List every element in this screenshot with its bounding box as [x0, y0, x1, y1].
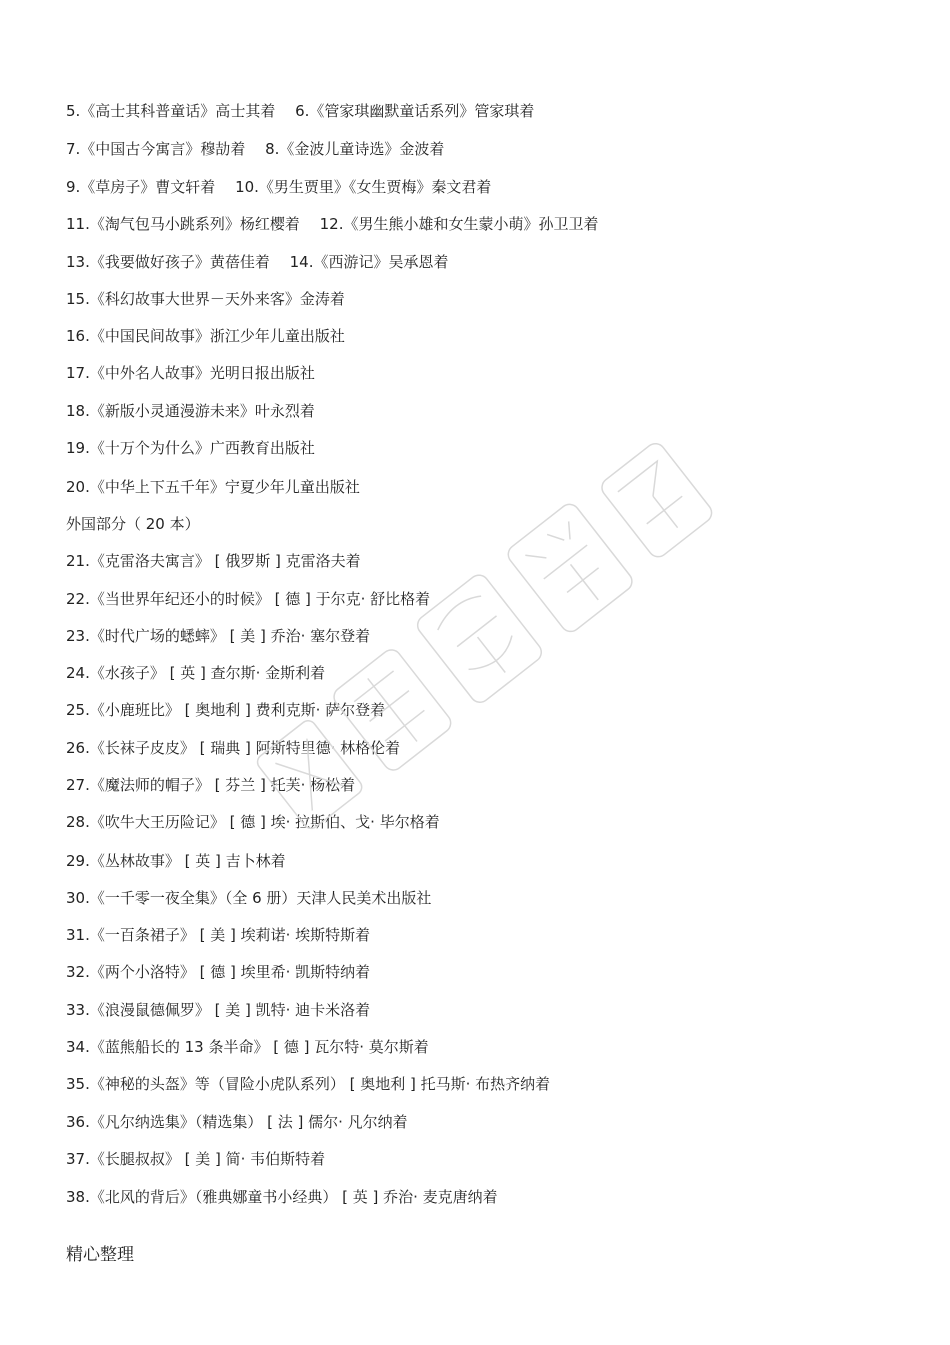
book-list-line: 22.《当世界年纪还小的时候》 [ 德 ] 于尔克· 舒比格着 — [66, 590, 431, 608]
book-list-line: 5.《高士其科普童话》高士其着 6.《管家琪幽默童话系列》管家琪着 — [66, 102, 535, 120]
book-list-line: 32.《两个小洛特》 [ 德 ] 埃里希· 凯斯特纳着 — [66, 963, 371, 981]
book-list-line: 33.《浪漫鼠德佩罗》 [ 美 ] 凯特· 迪卡米洛着 — [66, 1001, 371, 1019]
book-list-line: 31.《一百条裙子》 [ 美 ] 埃莉诺· 埃斯特斯着 — [66, 926, 371, 944]
book-list-line: 16.《中国民间故事》浙江少年儿童出版社 — [66, 327, 345, 345]
book-list-line: 27.《魔法师的帽子》 [ 芬兰 ] 托芙· 杨松着 — [66, 776, 356, 794]
book-list-line: 7.《中国古今寓言》穆劼着 8.《金波儿童诗选》金波着 — [66, 140, 445, 158]
book-list-line: 28.《吹牛大王历险记》 [ 德 ] 埃· 拉斯伯、戈· 毕尔格着 — [66, 813, 440, 831]
book-list-line: 24.《水孩子》 [ 英 ] 查尔斯· 金斯利着 — [66, 664, 326, 682]
book-list-line: 36.《凡尔纳选集》（精选集） [ 法 ] 儒尔· 凡尔纳着 — [66, 1113, 408, 1131]
book-list-line: 13.《我要做好孩子》黄蓓佳着 14.《西游记》吴承恩着 — [66, 253, 449, 271]
book-list-line: 30.《一千零一夜全集》（全 6 册）天津人民美术出版社 — [66, 889, 432, 907]
section-heading: 外国部分（ 20 本） — [66, 515, 200, 533]
book-list-line: 25.《小鹿班比》 [ 奥地利 ] 费利克斯· 萨尔登着 — [66, 701, 386, 719]
book-list-line: 18.《新版小灵通漫游未来》叶永烈着 — [66, 402, 315, 420]
book-list-line: 11.《淘气包马小跳系列》杨红樱着 12.《男生熊小雄和女生蒙小萌》孙卫卫着 — [66, 215, 599, 233]
book-list-line: 34.《蓝熊船长的 13 条半命》 [ 德 ] 瓦尔特· 莫尔斯着 — [66, 1038, 429, 1056]
footer-text: 精心整理 — [66, 1245, 134, 1265]
book-list-line: 21.《克雷洛夫寓言》 [ 俄罗斯 ] 克雷洛夫着 — [66, 552, 361, 570]
book-list-line: 19.《十万个为什么》广西教育出版社 — [66, 439, 315, 457]
book-list-line: 26.《长袜子皮皮》 [ 瑞典 ] 阿斯特里德· 林格伦着 — [66, 739, 401, 757]
book-list-line: 23.《时代广场的蟋蟀》 [ 美 ] 乔治· 塞尔登着 — [66, 627, 371, 645]
book-list-line: 35.《神秘的头盔》等（冒险小虎队系列） [ 奥地利 ] 托马斯· 布热齐纳着 — [66, 1075, 551, 1093]
book-list-line: 38.《北风的背后》（雅典娜童书小经典） [ 英 ] 乔治· 麦克唐纳着 — [66, 1188, 498, 1206]
book-list-line: 29.《丛林故事》 [ 英 ] 吉卜林着 — [66, 852, 286, 870]
book-list-line: 9.《草房子》曹文轩着 10.《男生贾里》《女生贾梅》秦文君着 — [66, 178, 492, 196]
book-list-line: 15.《科幻故事大世界－天外来客》金涛着 — [66, 290, 345, 308]
book-list-line: 20.《中华上下五千年》宁夏少年儿童出版社 — [66, 478, 360, 496]
book-list-line: 17.《中外名人故事》光明日报出版社 — [66, 364, 315, 382]
book-list-line: 37.《长腿叔叔》 [ 美 ] 简· 韦伯斯特着 — [66, 1150, 326, 1168]
